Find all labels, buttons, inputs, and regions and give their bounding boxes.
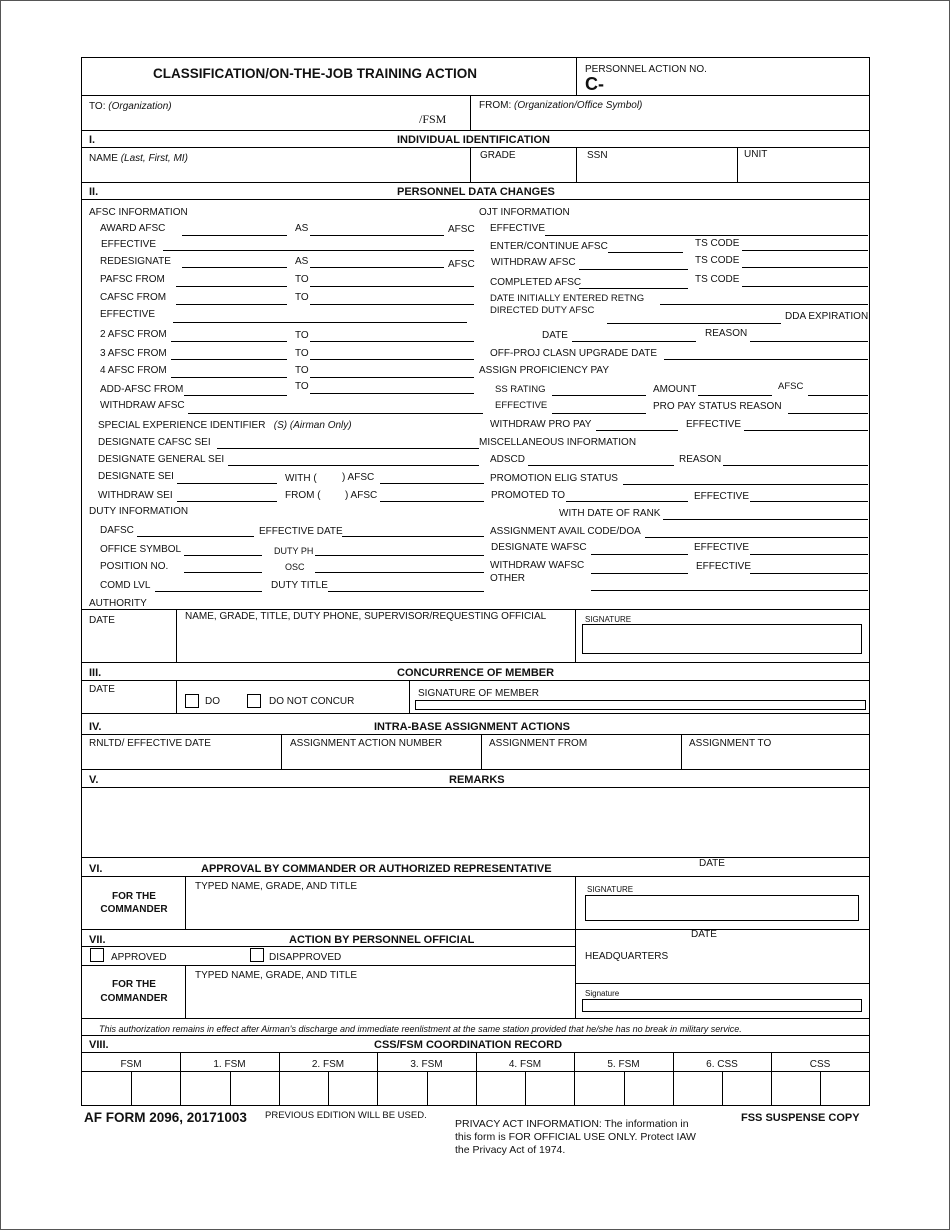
redesignate-as-field[interactable]: [310, 267, 444, 268]
rnltd-effective-date-label: RNLTD/ EFFECTIVE DATE: [89, 738, 211, 749]
member-signature-box[interactable]: [415, 700, 866, 710]
coord-col-1-fsm: 1. FSM: [213, 1059, 246, 1070]
add-afsc-to-field[interactable]: [310, 393, 474, 394]
coord-col-6-css: 6. CSS: [706, 1059, 738, 1070]
withdraw-afsc-field[interactable]: [188, 413, 483, 414]
withdraw-sei-field[interactable]: [177, 501, 277, 502]
dafsc-field[interactable]: [137, 536, 254, 537]
adscd-field[interactable]: [528, 465, 674, 466]
enter-ts-code-field[interactable]: [742, 250, 868, 251]
amount-field[interactable]: [698, 395, 772, 396]
designate-wafsc-effective-field[interactable]: [750, 554, 868, 555]
coord-col-css: CSS: [809, 1059, 831, 1070]
assignment-action-number-label: ASSIGNMENT ACTION NUMBER: [290, 738, 443, 749]
dda-expiration-field[interactable]: [607, 323, 781, 324]
authority-date-label: DATE: [89, 615, 115, 626]
form: CLASSIFICATION/ON-THE-JOB TRAINING ACTION PERSONNEL ACTION NO. C- TO: (Organization) /FSM FROM: (Organization/Office Symbol) I. INDIVIDUAL IDENTIFICATION NAME (Last, First, MI) GRADE SSN UNIT II. PERSONNEL DATA CHANGES AFSC INFORMATION AWARD AFSC AS AFSC EFFECTIVE REDESIGNATE AS AFSC PAFSC FROM TO CAFSC FROM TO EFFECTIVE 2 AFSC FROM TO 3 AFSC FROM TO 4 AFSC FROM TO ADD-AFSC FROM TO WITHDRAW AFSC SPECIAL EXPERIENCE IDENTIFIER (S) (Airman Only) DESIGNATE CAFSC SEI DESIGNATE GENERAL SEI DESIGNATE SEI WITH ( ) AFSC WITHDRAW SEI FROM ( ) AFSC DUTY INFORMATION DAFSC EFFECTIVE DATE OFFICE SYMBOL DUTY PH POSITION NO. OSC COMD LVL DUTY TITLE OJT INFORMATION EFFECTIVE ENTER/CONTINUE AFSC TS CODE WITHDRAW AFSC TS CODE COMPLETED AFSC TS CODE DATE INITIALLY ENTERED RETNG DIRECTED DUTY AFSC DDA EXPIRATION DATE REASON OFF-PROJ CLASN UPGRADE DATE ASSIGN PROFICIENCY PAY SS RATING AMOUNT AFSC EFFECTIVE PRO PAY STATUS REASON WITHDRAW PRO PAY EFFECTIVE MISCELLANEOUS INFORMATION ADSCD REASON PROMOTION ELIG STATUS PROMOTED TO EFFECTIVE WITH DATE OF RANK ASSIGNMENT AVAIL CODE/DOA DESIGNATE WAFSC EFFECTIVE WITHDRAW WAFSC EFFECTIVE OTHER AUTHORITY DATE NAME, GRADE, TITLE, DUTY PHONE, SUPERVISOR/REQUESTING OFFICIAL SIGNATURE III. CONCURRENCE OF MEMBER DATE DO DO NOT CONCUR SIGNATURE OF MEMBER IV. INTRA-BASE ASSIGNMENT ACTIONS RNLTD/ EFFECTIVE DATE ASSIGNMENT ACTION NUMBER ASSIGNMENT FROM ASSIGNMENT TO V. REMARKS VI. APPROVAL BY COMMANDER OR AUTHORIZED REPRESENTATIVE DATE FOR THE COMMANDER TYPED NAME, GRADE, AND TITLE SIGNATURE VII. ACTION BY PERSONNEL OFFICIAL DATE APPROVED DISAPPROVED HEADQUARTERS FOR THE COMMANDER TYPED NAME, GRADE, AND TITLE Signature This authorization remains in effect after Airman's discharge and immediate reenlistment at the same station provided that he/she has no break in military service. VIII. CSS/FSM COORDINATION RECORD FSM 1. FSM 2. FSM 3. FSM 4. FSM 5. FSM 6. CSS CSS: [81, 57, 870, 1106]
adscd-reason-field[interactable]: [723, 465, 868, 466]
pro-pay-status-reason-field[interactable]: [788, 413, 868, 414]
to-fsm-suffix: /FSM: [419, 112, 447, 126]
assignment-from-label: ASSIGNMENT FROM: [489, 738, 588, 749]
afsc4-from-field[interactable]: [171, 377, 287, 378]
privacy-line-1: PRIVACY ACT INFORMATION: The information in: [455, 1118, 689, 1130]
ojt-date-field[interactable]: [572, 341, 696, 342]
withdraw-sei-afsc-field[interactable]: [380, 501, 484, 502]
enter-continue-afsc-field[interactable]: [608, 252, 683, 253]
remarks-area[interactable]: [83, 788, 868, 856]
withdraw-pro-pay-effective-field[interactable]: [744, 430, 868, 431]
name-label: NAME (Last, First, MI): [89, 153, 188, 164]
coord-col-fsm: FSM: [120, 1059, 142, 1070]
designate-wafsc-field[interactable]: [591, 554, 688, 555]
coord-col-4-fsm: 4. FSM: [508, 1059, 542, 1070]
coord-col-5-fsm: 5. FSM: [607, 1059, 640, 1070]
section4-title: INTRA-BASE ASSIGNMENT ACTIONS: [374, 721, 570, 733]
duty-title-field[interactable]: [328, 591, 484, 592]
section3-title: CONCURRENCE OF MEMBER: [397, 667, 555, 679]
to-label: TO: (Organization): [89, 101, 172, 112]
section6-title: APPROVAL BY COMMANDER OR AUTHORIZED REPRESENTATIVE: [201, 863, 552, 875]
previous-edition-note: PREVIOUS EDITION WILL BE USED.: [265, 1110, 427, 1121]
pafsc-to-field[interactable]: [310, 286, 474, 287]
disapproved-checkbox[interactable]: [250, 948, 264, 962]
comd-lvl-field[interactable]: [155, 591, 262, 592]
designate-sei-afsc-field[interactable]: [380, 483, 484, 484]
assignment-avail-code-field[interactable]: [645, 537, 868, 538]
do-concur-checkbox[interactable]: [185, 694, 199, 708]
from-label: FROM: (Organization/Office Symbol): [479, 100, 643, 111]
cafsc-effective-field[interactable]: [173, 322, 467, 323]
copy-label: FSS SUSPENSE COPY: [741, 1112, 860, 1124]
off-proj-upgrade-date-field[interactable]: [664, 359, 868, 360]
section5-title: REMARKS: [449, 774, 505, 786]
pafsc-from-field[interactable]: [176, 286, 287, 287]
approved-checkbox[interactable]: [90, 948, 104, 962]
duty-phone-field[interactable]: [315, 555, 484, 556]
sei-label: SPECIAL EXPERIENCE IDENTIFIER (S) (Airman Only): [98, 420, 352, 431]
afsc2-from-field[interactable]: [171, 341, 287, 342]
privacy-line-2: this form is FOR OFFICIAL USE ONLY. Protect IAW: [455, 1131, 696, 1143]
personnel-signature-box[interactable]: [582, 999, 862, 1012]
promoted-to-field[interactable]: [566, 501, 688, 502]
designate-general-sei-field[interactable]: [228, 465, 479, 466]
position-no-field[interactable]: [184, 572, 262, 573]
coord-col-2-fsm: 2. FSM: [311, 1059, 345, 1070]
afsc3-from-field[interactable]: [171, 359, 287, 360]
award-as-field[interactable]: [310, 235, 444, 236]
designate-sei-field[interactable]: [177, 483, 277, 484]
privacy-line-3: the Privacy Act of 1974.: [455, 1144, 566, 1156]
award-afsc-field[interactable]: [182, 235, 287, 236]
section8-title: CSS/FSM COORDINATION RECORD: [374, 1039, 563, 1051]
form-title: CLASSIFICATION/ON-THE-JOB TRAINING ACTION: [153, 66, 477, 81]
coord-col-3-fsm: 3. FSM: [410, 1059, 443, 1070]
promoted-effective-field[interactable]: [750, 501, 868, 502]
promotion-elig-status-field[interactable]: [623, 484, 868, 485]
afsc2-to-field[interactable]: [310, 341, 474, 342]
ssn-label: SSN: [587, 150, 608, 161]
form-id: AF FORM 2096, 20171003: [84, 1110, 247, 1125]
dafsc-effective-date-field[interactable]: [342, 536, 484, 537]
osc-field[interactable]: [315, 572, 484, 573]
completed-ts-code-field[interactable]: [742, 286, 868, 287]
award-effective-field[interactable]: [163, 250, 474, 251]
personnel-action-label: PERSONNEL ACTION NO.: [585, 64, 707, 75]
authorization-note: This authorization remains in effect after Airman's discharge and immediate reenlistment at the same station provided that he/she has no break in military service.: [99, 1024, 742, 1034]
cafsc-from-field[interactable]: [176, 304, 287, 305]
ss-rating-field[interactable]: [552, 395, 646, 396]
withdraw-ts-code-field[interactable]: [742, 267, 868, 268]
date-initially-entered-field[interactable]: [660, 304, 868, 305]
section7-title: ACTION BY PERSONNEL OFFICIAL: [289, 934, 475, 946]
afsc4-to-field[interactable]: [310, 377, 474, 378]
afsc3-to-field[interactable]: [310, 359, 474, 360]
section2-title: PERSONNEL DATA CHANGES: [397, 186, 555, 198]
ojt-reason-field[interactable]: [750, 341, 868, 342]
personnel-action-number[interactable]: C-: [585, 74, 604, 94]
ojt-withdraw-afsc-field[interactable]: [579, 269, 688, 270]
grade-label: GRADE: [480, 150, 516, 161]
commander-signature-box[interactable]: [585, 895, 859, 921]
assignment-to-label: ASSIGNMENT TO: [689, 738, 772, 749]
date-of-rank-field[interactable]: [663, 519, 868, 520]
unit-label: UNIT: [744, 149, 768, 160]
withdraw-wafsc-field[interactable]: [591, 573, 688, 574]
ojt-effective-field[interactable]: [545, 235, 868, 236]
other-field[interactable]: [591, 590, 868, 591]
coordination-entries[interactable]: [83, 1072, 868, 1105]
pro-pay-effective-field[interactable]: [552, 413, 646, 414]
authority-signature-box[interactable]: [582, 624, 862, 654]
designate-cafsc-sei-field[interactable]: [217, 448, 479, 449]
office-symbol-field[interactable]: [184, 555, 262, 556]
pro-pay-afsc-field[interactable]: [808, 395, 868, 396]
completed-afsc-field[interactable]: [579, 288, 688, 289]
redesignate-field[interactable]: [182, 267, 287, 268]
cafsc-to-field[interactable]: [310, 304, 474, 305]
do-not-concur-checkbox[interactable]: [247, 694, 261, 708]
withdraw-wafsc-effective-field[interactable]: [750, 573, 868, 574]
section1-title: INDIVIDUAL IDENTIFICATION: [397, 134, 550, 146]
withdraw-pro-pay-field[interactable]: [596, 430, 678, 431]
add-afsc-from-field[interactable]: [184, 395, 287, 396]
